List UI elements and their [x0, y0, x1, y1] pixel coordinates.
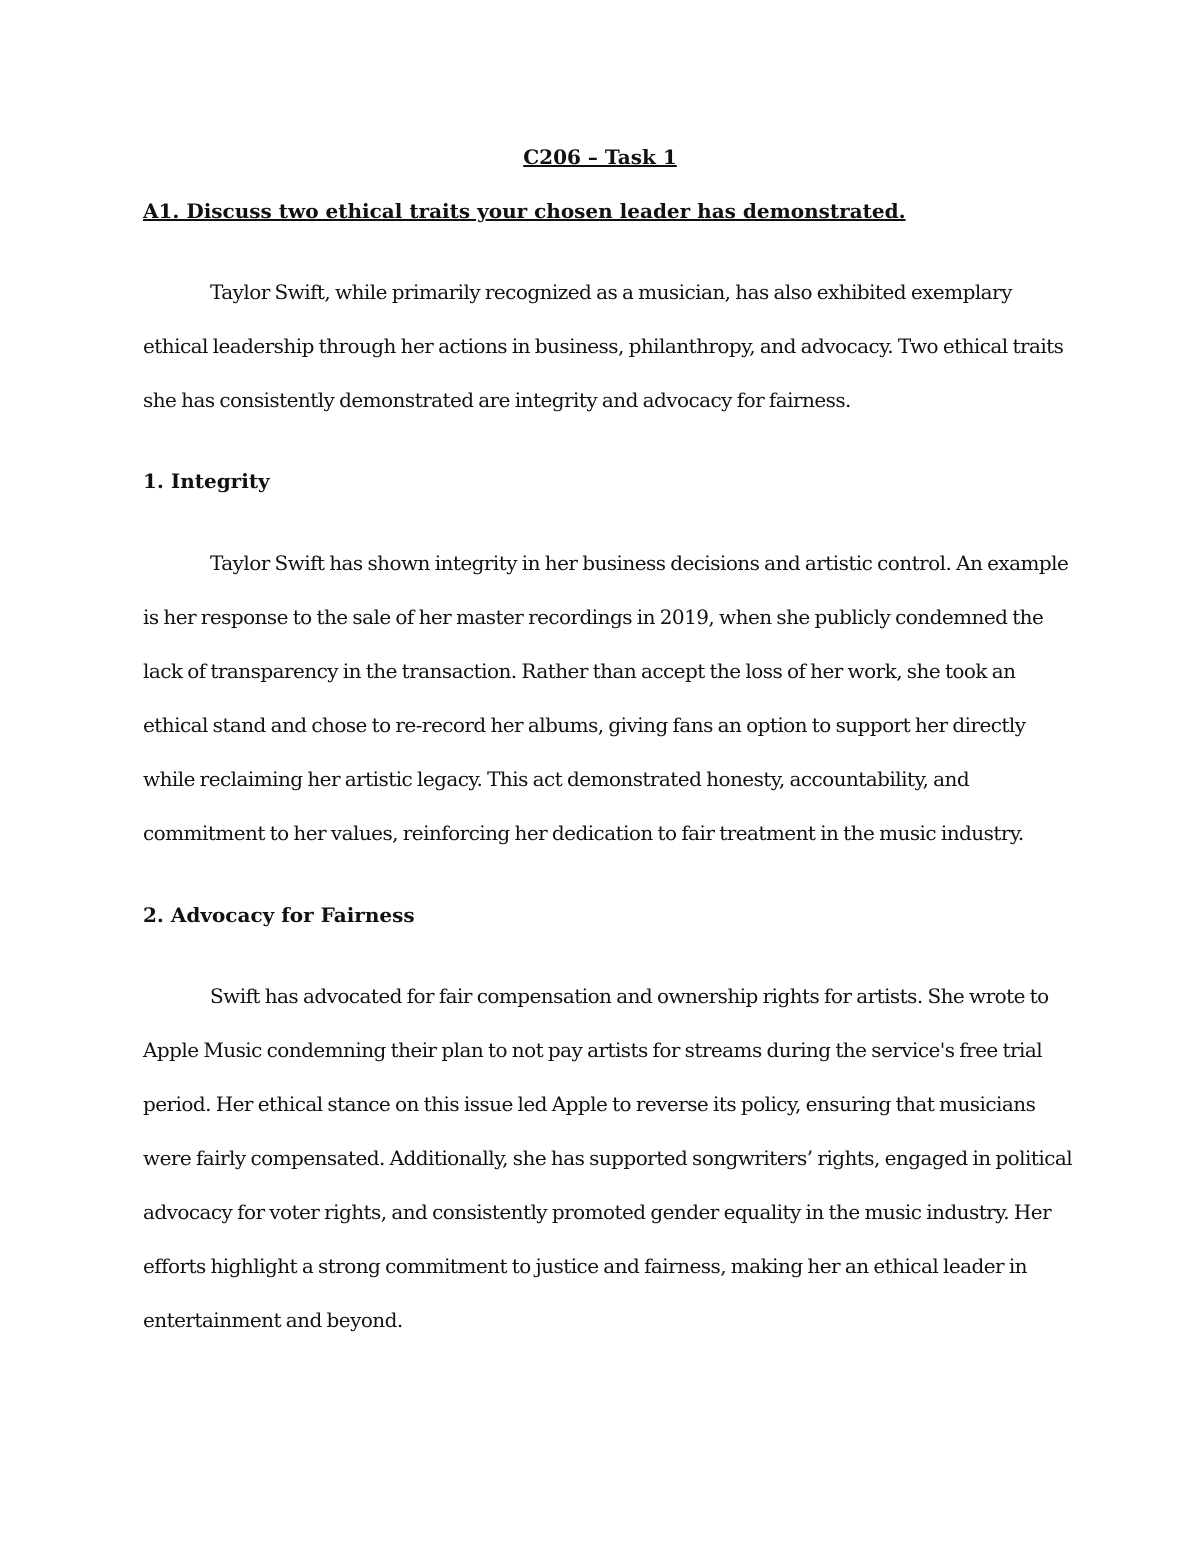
intro-paragraph: Taylor Swift, while primarily recognized as a musician, has also exhibited exemplary ethical leadership through her actions in business, philanthropy, and advocacy. Two ethical traits she has consistently demonstrated are integrity and advocacy for fairness. — [143, 280, 1064, 412]
document-title: C206 – Task 1 — [523, 145, 677, 169]
question-heading: A1. Discuss two ethical traits your chosen leader has demonstrated. — [143, 199, 906, 223]
section-paragraph-integrity: Taylor Swift has shown integrity in her business decisions and artistic control. An example is her response to the sale of her master recordings in 2019, when she publicly condemned the lack of transparency in the transaction. Rather than accept the loss of her work, she took an ethical stand and chose to re-record her albums, giving fans an option to support her directly while reclaiming her artistic legacy. This act demonstrated honesty, accountability, and commitment to her values, reinforcing her dedication to fair treatment in the music industry. — [143, 551, 1069, 845]
section-heading-integrity: 1. Integrity — [143, 469, 270, 493]
section-heading-advocacy: 2. Advocacy for Fairness — [143, 903, 415, 927]
section-paragraph-advocacy: Swift has advocated for fair compensation and ownership rights for artists. She wrote to Apple Music condemning their plan to not pay artists for streams during the service's free trial period. Her ethical stance on this issue led Apple to reverse its policy, ensuring that musicians were fairly compensated. Additionally, she has supported songwriters’ rights, engaged in political advocacy for voter rights, and consistently promoted gender equality in the music industry. Her efforts highlight a strong commitment to justice and fairness, making her an ethical leader in entertainment and beyond. — [143, 984, 1073, 1332]
